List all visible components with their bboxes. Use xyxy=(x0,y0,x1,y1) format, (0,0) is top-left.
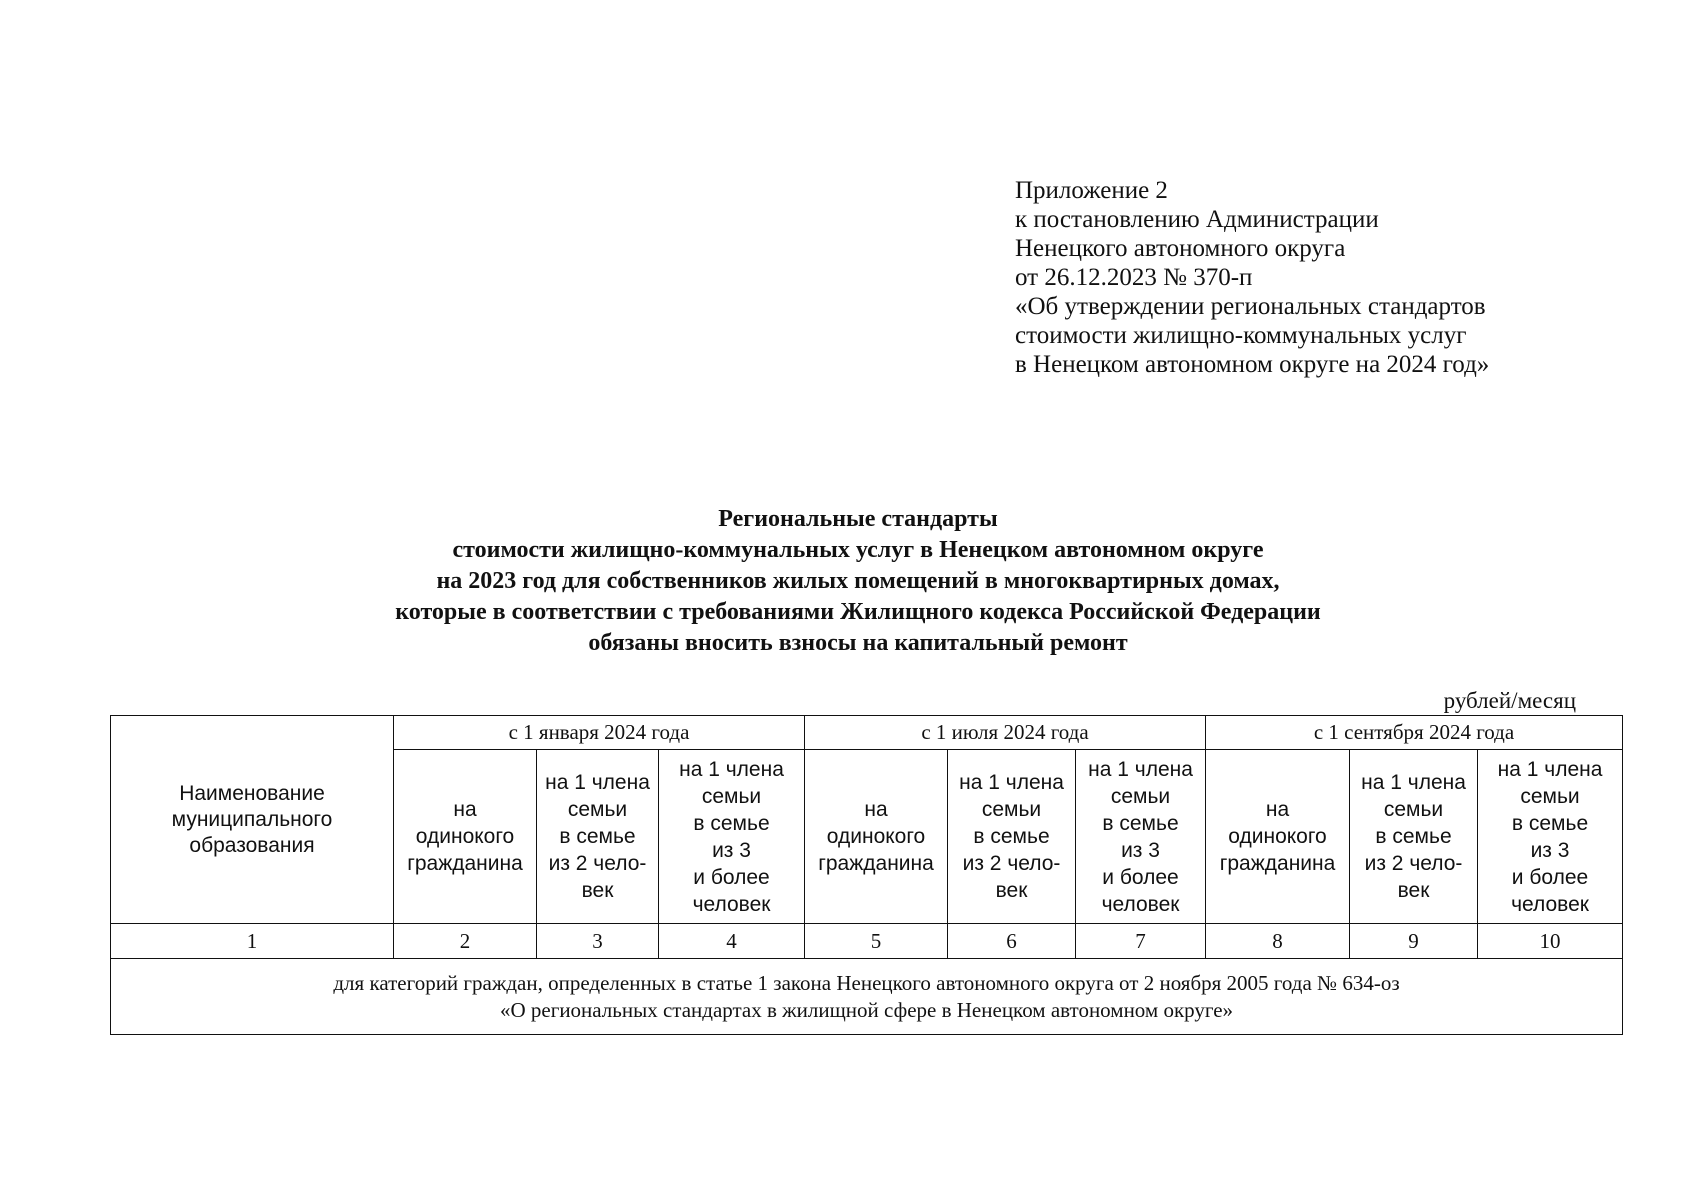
column-number: 8 xyxy=(1206,924,1350,959)
appendix-line: к постановлению Администрации xyxy=(1015,206,1379,233)
column-number: 6 xyxy=(948,924,1076,959)
column-number: 10 xyxy=(1478,924,1623,959)
column-number: 1 xyxy=(111,924,394,959)
column-number: 9 xyxy=(1350,924,1478,959)
title-line: на 2023 год для собственников жилых помещений в многоквартирных домах, xyxy=(436,568,1280,594)
appendix-line: Приложение 2 xyxy=(1015,177,1168,204)
sub-header-single: на одинокого гражданина xyxy=(1206,750,1350,924)
sub-header-family-3: на 1 члена семьи в семье из 3 и более человек xyxy=(659,750,805,924)
period-header: с 1 января 2024 года xyxy=(394,716,805,750)
column-number: 7 xyxy=(1076,924,1206,959)
category-note-row xyxy=(111,959,1623,1035)
category-note xyxy=(111,959,1623,1035)
column-number: 2 xyxy=(394,924,537,959)
sub-header-family-2: на 1 члена семьи в семье из 2 чело- век xyxy=(537,750,659,924)
category-note-line: для категорий граждан, определенных в статье 1 закона Ненецкого автономного округа от 2 ноября 2005 года № 634-оз xyxy=(333,970,1400,995)
appendix-line: от 26.12.2023 № 370-п xyxy=(1015,264,1253,291)
appendix-header xyxy=(1015,176,1489,379)
column-number: 5 xyxy=(805,924,948,959)
sub-header-family-2: на 1 члена семьи в семье из 2 чело- век xyxy=(948,750,1076,924)
appendix-line: Ненецкого автономного округа xyxy=(1015,235,1346,262)
category-note-line: «О региональных стандартах в жилищной сфере в Ненецком автономном округе» xyxy=(499,997,1234,1022)
sub-header-family-2: на 1 члена семьи в семье из 2 чело- век xyxy=(1350,750,1478,924)
column-number-row xyxy=(111,924,1623,959)
period-header: с 1 сентября 2024 года xyxy=(1206,716,1623,750)
title-line: обязаны вносить взносы на капитальный ремонт xyxy=(588,630,1128,656)
sub-header-family-3: на 1 члена семьи в семье из 3 и более человек xyxy=(1076,750,1206,924)
units-label: рублей/месяц xyxy=(1443,688,1576,713)
sub-header-single: на одинокого гражданина xyxy=(394,750,537,924)
title-line: стоимости жилищно-коммунальных услуг в Ненецком автономном округе xyxy=(452,537,1264,563)
document-title xyxy=(0,504,1695,659)
period-header-row xyxy=(111,716,1623,750)
sub-header-single: на одинокого гражданина xyxy=(805,750,948,924)
title-line: Региональные стандарты xyxy=(718,506,998,532)
municipality-header: Наименование муниципального образования xyxy=(111,716,394,924)
appendix-line: стоимости жилищно-коммунальных услуг xyxy=(1015,322,1467,349)
sub-header-family-3: на 1 члена семьи в семье из 3 и более человек xyxy=(1478,750,1623,924)
standards-table xyxy=(110,715,1623,1035)
appendix-line: в Ненецком автономном округе на 2024 год» xyxy=(1015,351,1490,378)
column-number: 3 xyxy=(537,924,659,959)
column-number: 4 xyxy=(659,924,805,959)
title-line: которые в соответствии с требованиями Жилищного кодекса Российской Федерации xyxy=(395,599,1321,625)
period-header: с 1 июля 2024 года xyxy=(805,716,1206,750)
appendix-line: «Об утверждении региональных стандартов xyxy=(1015,293,1486,320)
